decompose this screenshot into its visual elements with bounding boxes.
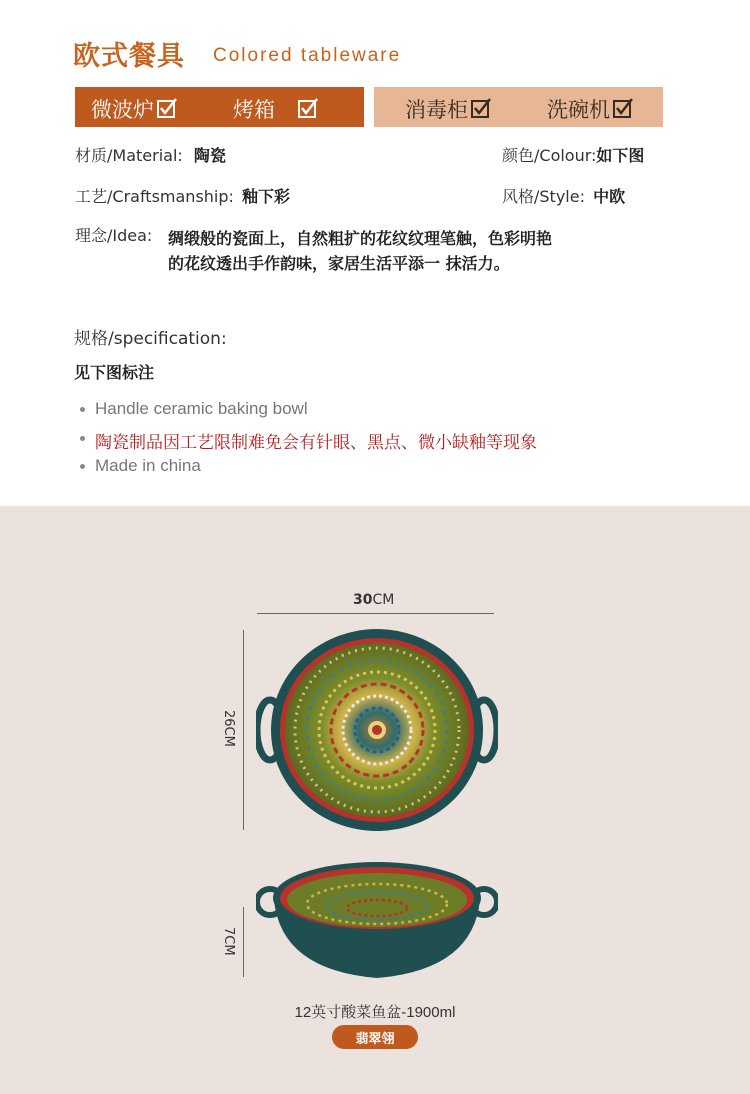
spec-colour-label: 颜色/Colour:	[502, 146, 597, 165]
bullet-dot-icon	[80, 407, 85, 412]
list-item-text: Handle ceramic baking bowl	[95, 399, 308, 418]
feature-sterilizer-label: 消毒柜	[405, 98, 468, 122]
dimension-width-number: 30	[353, 592, 373, 608]
dimension-width-unit: CM	[372, 592, 395, 608]
spec-material	[75, 143, 226, 166]
checkbox-icon	[297, 98, 319, 120]
feature-microwave-label: 微波炉	[91, 98, 154, 122]
feature-dishwasher	[547, 94, 634, 124]
bullet-list	[80, 399, 537, 485]
feature-bar-dark	[75, 87, 364, 127]
list-item-text: 陶瓷制品因工艺限制难免会有针眼、黑点、微小缺釉等现象	[95, 432, 537, 452]
bullet-dot-icon	[80, 436, 85, 441]
list-item	[80, 456, 537, 485]
spec-style-value: 中欧	[593, 187, 626, 206]
bowl-side-view-image	[256, 860, 498, 988]
bowl-top-view-image	[256, 626, 498, 838]
dimension-height-line	[243, 907, 244, 977]
feature-oven-label: 烤箱	[233, 98, 275, 122]
dimension-depth: 26CM	[221, 710, 236, 747]
dimension-width-line	[257, 613, 494, 614]
color-badge: 翡翠翎	[332, 1025, 418, 1049]
spec-style	[502, 184, 625, 207]
dimension-width	[353, 592, 394, 608]
spec-colour-value: 如下图	[596, 146, 645, 165]
checkbox-icon	[470, 98, 492, 120]
feature-bar-light	[374, 87, 663, 127]
feature-microwave	[91, 94, 178, 124]
spec-craft-value: 釉下彩	[242, 187, 291, 206]
specification-label: 规格/specification:	[74, 329, 227, 349]
feature-sterilizer	[405, 94, 492, 124]
checkbox-icon	[156, 98, 178, 120]
feature-oven	[233, 94, 319, 124]
spec-colour	[502, 143, 644, 166]
info-section	[0, 0, 750, 506]
idea-line-2: 的花纹透出手作韵味，家居生活平添一 抹活力。	[168, 254, 510, 273]
bullet-dot-icon	[80, 464, 85, 469]
spec-material-label: 材质/Material:	[75, 146, 183, 165]
list-item-text: Made in china	[95, 456, 201, 475]
list-item	[80, 428, 537, 457]
page-title: 欧式餐具	[73, 41, 185, 72]
spec-idea-label: 理念/Idea:	[75, 226, 153, 245]
idea-line-1: 绸缎般的瓷面上，自然粗扩的花纹纹理笔触，色彩明艳	[168, 229, 553, 248]
list-item	[80, 399, 537, 428]
spec-style-label: 风格/Style:	[502, 187, 585, 206]
dimension-depth-line	[243, 630, 244, 830]
feature-dishwasher-label: 洗碗机	[547, 98, 610, 122]
spec-craft-label: 工艺/Craftsmanship:	[75, 187, 234, 206]
spec-idea-text	[168, 226, 608, 276]
spec-craft	[75, 184, 290, 207]
dimension-height: 7CM	[221, 927, 236, 956]
spec-material-value: 陶瓷	[193, 146, 226, 165]
checkbox-icon	[612, 98, 634, 120]
specification-note: 见下图标注	[74, 363, 155, 382]
product-name: 12英寸酸菜鱼盆-1900ml	[294, 1004, 456, 1021]
page-subtitle: Colored tableware	[213, 45, 402, 66]
